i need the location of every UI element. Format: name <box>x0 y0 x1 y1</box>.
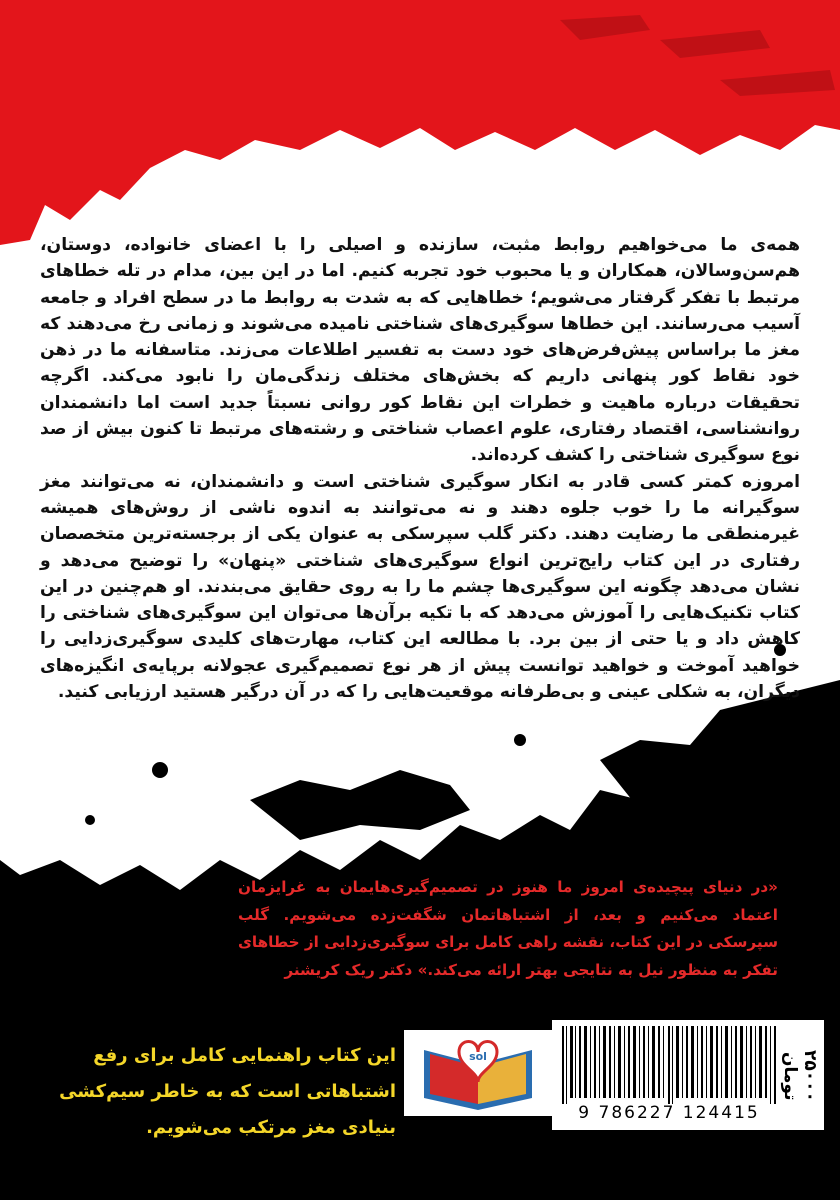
endorsement-quote: «در دنیای پیچیده‌ی امروز ما هنوز در تصمیم‌گیری‌هایمان به غرایزمان اعتماد می‌کنیم و بعد، از اشتباهاتمان شگفت‌زده می‌شویم. گلب سپرسکی در این کتاب، نقشه راهی کامل برای سوگیری‌زدایی از خطاهای تفکر به منظور نیل به نتایجی بهتر ارائه می‌کند.» دکتر ریک کریشنر <box>238 878 778 979</box>
description-paragraph-1: همه‌ی ما می‌خواهیم روابط مثبت، سازنده و اصیلی را با اعضای خانواده، دوستان، هم‌سن‌وسالان، همکاران و یا محبوب خود تجربه کنیم. اما در این بین، مدام در تله خطاهای مرتبط با تفکر گرفتار می‌شویم؛ خطاهایی که به شدت به روابط ما در سطح افراد و جامعه آسیب می‌رسانند. این خطاها سوگیری‌های شناختی نامیده می‌شوند و زمانی رخ می‌دهند که مغز ما براساس پیش‌فرض‌های خود دست به تفسیر اطلاعات می‌زند. متاسفانه ما در ذهن خود نقاط کور پنهانی داریم که بخش‌های مختلف زندگی‌مان را نابود می‌کند. اگرچه تحقیقات درباره ماهیت و خطرات این نقاط کور روانی نسبتاً جدید است اما دانشمندان روانشناسی، اقتصاد رفتاری، علوم اعصاب شناختی و رشته‌های مرتبط تا کنون بیش از صد نوع سوگیری شناختی را کشف کرده‌اند. <box>40 235 800 466</box>
isbn-number: 9 786227 124415 <box>578 1103 760 1123</box>
publisher-logo-text: sol <box>469 1050 487 1063</box>
publisher-logo <box>404 1030 552 1116</box>
barcode-graphic <box>560 1024 784 1104</box>
tagline: این کتاب راهنمایی کامل برای رفع اشتباهاتی است که به خاطر سیم‌کشی بنیادی مغز مرتکب می‌شویم. <box>0 1020 404 1128</box>
description-paragraph-2: امروزه کمتر کسی قادر به انکار سوگیری شناختی است و دانشمندان، نه می‌توانند مغز سوگیرانه ما را خوب جلوه دهند و نه می‌توانند به اندوه ناشی از روش‌های همیشه غیرمنطقی ما رضایت دهند. دکتر گلب سپرسکی به عنوان یکی از برجسته‌ترین متخصصان رفتاری در این کتاب رایج‌ترین انواع سوگیری‌های شناختی «پنهان» را توضیح می‌دهد و نشان می‌دهد چگونه این سوگیری‌ها چشم ما را به روی حقایق می‌بندند. او هم‌چنین در این کتاب تکنیک‌هایی را آموزش می‌دهد که با تکیه برآن‌ها می‌توان این سوگیری‌های شناختی را کاهش داد و یا حتی از بین برد. با مطالعه این کتاب، مهارت‌های کلیدی سوگیری‌زدایی را خواهید آموخت و خواهید توانست پیش از هر نوع تصمیم‌گیری عجولانه برپایه‌ی انگیزه‌های دیگران، به شکلی عینی و بی‌طرفانه موقعیت‌هایی را که در آن درگیر هستید ارزیابی کنید. <box>40 471 800 703</box>
back-cover-description <box>40 232 800 705</box>
price-label: ۲۵۰۰۰ تومان <box>780 1050 820 1102</box>
